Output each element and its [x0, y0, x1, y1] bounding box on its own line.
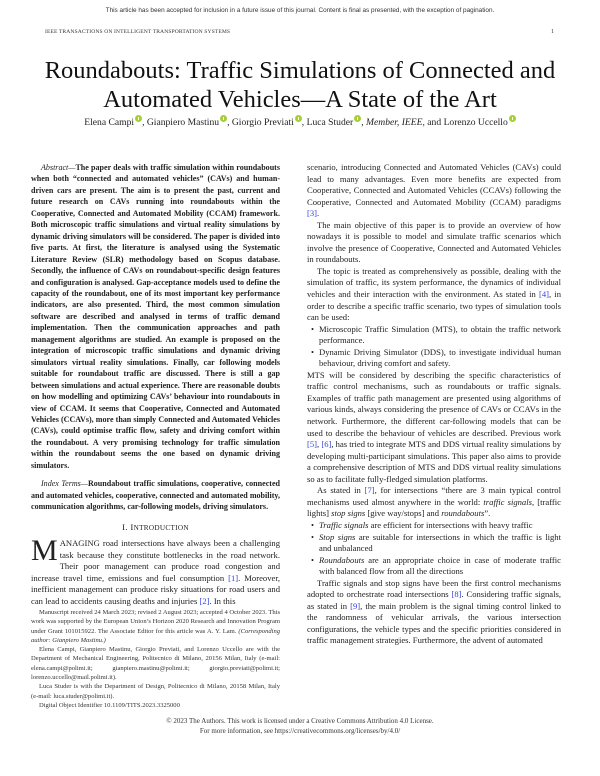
citation-link[interactable]: [3] [307, 208, 318, 219]
body-text: . Considering traffic signals, as stated in [307, 589, 561, 611]
title-line-1: Roundabouts: Traffic Simulations of Connected and [44, 57, 556, 84]
author-membership: Member, IEEE, [366, 117, 425, 129]
body-text: are efficient for intersections with heavy traffic [368, 519, 533, 530]
corresponding-author: (Corresponding author: Gianpiero Mastinu.) [31, 627, 280, 644]
paragraph [307, 266, 561, 324]
section-numeral: I. [122, 521, 128, 532]
author-name: Luca Studer [306, 117, 354, 129]
list-item [319, 555, 561, 578]
author-name: Gianpiero Mastinu [146, 117, 220, 129]
footnote-affiliation-2: Luca Studer is with the Department of Design, Politecnico di Milano, 20158 Milan, Italy (e-mail: luca.studer@polimi.it). [31, 683, 280, 700]
paragraph [307, 370, 561, 485]
orcid-icon[interactable] [295, 115, 302, 122]
citation-link[interactable]: [8] [451, 589, 462, 600]
intro-text: ANAGING road intersections have always been a challenging task because they constitute bottlenecks in the road network. Their poor management can produce road congestion and increase travel time, emissions and fuel consumption [31, 538, 280, 583]
citation-link[interactable]: [6] [321, 439, 332, 450]
list-item [319, 532, 561, 555]
footnotes [31, 608, 280, 710]
footnote-text: Manuscript received 24 March 2023; revised 2 August 2023; accepted 4 October 2023. This work was supported by the European Union’s Horizon 2020 Research and Innovation Program under Grant 101015922. The Associate Editor for this article was A. Y. Lam. [31, 609, 280, 635]
body-text: are an appropriate choice in case of moderate traffic with balanced flow from all the directions [319, 554, 561, 577]
citation-link[interactable]: [9] [350, 600, 361, 611]
paragraph [307, 162, 561, 220]
abstract-text: The paper deals with traffic simulation within roundabouts when both “connected and automated vehicles” (CAVs) and human-driven cars are present. The aim is to present the past, current and future research on CAVs running into roundabouts within the Cooperative, Connected and Automated Mobility (CCAM) framework. Both microscopic traffic simulations and virtual reality simulations by dynamic driving simulators will be considered. The paper is divided into five parts. At first, the literature is analysed using the Systematic Literature Review (SLR) methodology based on Scopus database. Secondly, the influence of CAVs on roundabout-specific design features and configuration is analysed. Gap-acceptance models used to define the capacity of the roundabout, one of its most important key performance indicators, are also presented. Third, the most common simulation software are described and analysed in terms of traffic demand implementation. Then the communication approaches and path management algorithms are studied. An example is proposed on the integration of microscopic traffic simulations and dynamic driving simulators virtual reality simulations. Finally, car following models suitable for roundabout traffic are discussed. There is still a gap between simulations and actual experience. There are reasonable doubts on how modelling and optimizing CAVs’ behaviour into roundabouts in view of CCAM. It seems that Cooperative, Connected and Automated Vehicles (CCAVs), more than simply Connected and Automated Vehicles (CAVs), could optimise traffic flow, safety and driving comfort within the roundabout. A very promising technology for traffic simulation within the roundabout seems the one based on dynamic driving simulators. [31, 163, 280, 470]
author-conjunction: and [427, 117, 442, 129]
intro-text: . Moreover, inefficient management can produce risky situations for road users and can lead to accidents causing deaths and injuries [31, 572, 280, 606]
footnote-manuscript [31, 608, 280, 645]
acceptance-notice: This article has been accepted for inclusion in a future issue of this journal. Content is final as presented, with the exception of pagination. [105, 7, 495, 14]
footnote-affiliation-1: Elena Campi, Gianpiero Mastinu, Giorgio Previati, and Lorenzo Uccello are with the Department of Mechanical Engineering, Politecnico di Milano, 20156 Milan, Italy (e-mail: elena.campi@polimi.it; gianpiero.mastinu@polimi.it; giorgio.previati@polimi.it; lorenzo.uccello@mail.polimi.it). [31, 646, 280, 682]
body-text: [give way/stops] and [365, 508, 442, 519]
paragraph [307, 578, 561, 647]
citation-link[interactable]: [7] [364, 485, 375, 496]
running-head: IEEE TRANSACTIONS ON INTELLIGENT TRANSPORTATION SYSTEMS [45, 29, 231, 35]
emphasis: stop signs [331, 508, 366, 519]
body-text: , has tried to integrate MTS and DDS virtual reality simulations by developing multi-participant simulations. This paper also aims to provide a comprehensive description of MTS and DDS virtual reality simulations so as to facilitate fully-fledged simulation platforms. [307, 439, 562, 484]
license-footer [0, 716, 600, 736]
paragraph: The main objective of this paper is to provide an overview of how nowadays it is possible to model and simulate traffic scenarios which involve the presence of Cooperative, Connected and Automated Vehicles in roundabouts. [307, 219, 561, 265]
footnote-doi: Digital Object Identifier 10.1109/TITS.2023.3325000 [39, 701, 180, 709]
citation-link[interactable]: [4] [538, 289, 549, 300]
orcid-icon[interactable] [220, 115, 227, 122]
paragraph [307, 485, 561, 520]
orcid-icon[interactable] [135, 115, 142, 122]
section-title-initial: I [130, 521, 134, 532]
index-terms-text: Roundabout traffic simulations, cooperative, connected and automated vehicles, cooperative, connected and automated mobility, communication algorithms, car-following models, driving simulators. [31, 479, 280, 512]
body-text: Traffic signals and stop signs have been the first control mechanisms adopted to orchestrate road intersections [307, 577, 561, 600]
section-heading-introduction [31, 522, 280, 535]
page-number: 1 [551, 29, 554, 35]
paper-title [0, 56, 600, 114]
emphasis: Traffic signals [319, 519, 369, 530]
license-link[interactable]: For more information, see https://creativecommons.org/licenses/by/4.0/ [199, 727, 401, 735]
intro-text: . In this [209, 595, 236, 606]
body-text: . [317, 208, 320, 219]
abstract [31, 162, 280, 471]
drop-cap: M [31, 534, 58, 568]
body-text: MTS will be considered by describing the specific characteristics of traffic control mechanisms, such as roundabouts or traffic signals. Examples of traffic path management are presented using algorithms of various kinds, always considering the presence of CAVs or CCAVs in the network. Furthermore, the different car-following models that can be used to describe the behaviour of vehicles are described. Previous work [307, 369, 561, 438]
intro-paragraph [31, 534, 280, 607]
author-name: Giorgio Previati [231, 117, 294, 129]
citation-link[interactable]: [1] [228, 572, 239, 583]
list-item [319, 520, 561, 532]
author-list: Elena Campi , Gianpiero Mastinu , Giorgio Previati , Luca Studer , Member, IEEE, and Lorenzo Uccello [0, 114, 600, 128]
right-column [307, 162, 561, 647]
citation-link[interactable]: [2] [199, 595, 210, 606]
body-text: The topic is treated as comprehensively as possible, dealing with the simulation of traffic, its system performance, the dynamics of individual vehicles and their interaction with the environment. As stated in [307, 265, 561, 300]
index-terms [31, 478, 280, 512]
citation-link[interactable]: [5] [307, 439, 318, 450]
control-mechanisms-list [307, 520, 561, 578]
author-name: Elena Campi [84, 117, 135, 129]
body-text: As stated in [317, 485, 365, 496]
simulation-tools-list [307, 324, 561, 370]
emphasis: Stop signs [319, 531, 356, 542]
body-text: ”. [484, 508, 491, 519]
body-text: scenario, introducing Connected and Automated Vehicles (CAVs) could lead to many advantages. Even more benefits are expected from Cooperative, Connected and Automated Vehicles (CCAVs) following the Cooperative, Connected and Automated Mobility (CCAM) paradigms [307, 162, 561, 207]
orcid-icon[interactable] [509, 115, 516, 122]
body-text: , [traffic lights] [307, 496, 561, 519]
author-name: Lorenzo Uccello [443, 117, 508, 129]
section-title-rest: NTRODUCTION [133, 523, 189, 532]
body-text: , for intersections “there are 3 main typical control mechanisms used almost anywhere in the world: [307, 485, 561, 507]
emphasis: roundabouts [441, 508, 485, 519]
list-item: • Dynamic Driving Simulator (DDS), to investigate individual human behaviour, driving comfort and safety. [319, 347, 561, 370]
body-text: , [317, 439, 322, 450]
left-column [31, 162, 280, 607]
license-line: © 2023 The Authors. This work is licensed under a Creative Commons Attribution 4.0 License. [166, 717, 434, 725]
body-text: , in order to describe a specific traffic scenario, two types of simulation tools can be used: [307, 289, 561, 323]
orcid-icon[interactable] [354, 115, 361, 122]
emphasis: Roundabouts [319, 554, 365, 565]
body-text: are suitable for intersections in which the traffic is light and unbalanced [319, 531, 561, 554]
abstract-label: Abstract— [41, 163, 76, 172]
list-item: • Microscopic Traffic Simulation (MTS), to obtain the traffic network performance. [319, 324, 561, 347]
index-terms-label: Index Terms— [41, 479, 88, 489]
title-line-2: Automated Vehicles—A State of the Art [103, 86, 497, 113]
body-text: , the main problem is the signal timing control linked to the randomness of vehicular arrivals, the various intersection configurations, the vehicle types and the specific priorities considered in traffic management strategies. Furthermore, the advent of automated [307, 600, 561, 646]
emphasis: traffic signals [483, 496, 532, 507]
